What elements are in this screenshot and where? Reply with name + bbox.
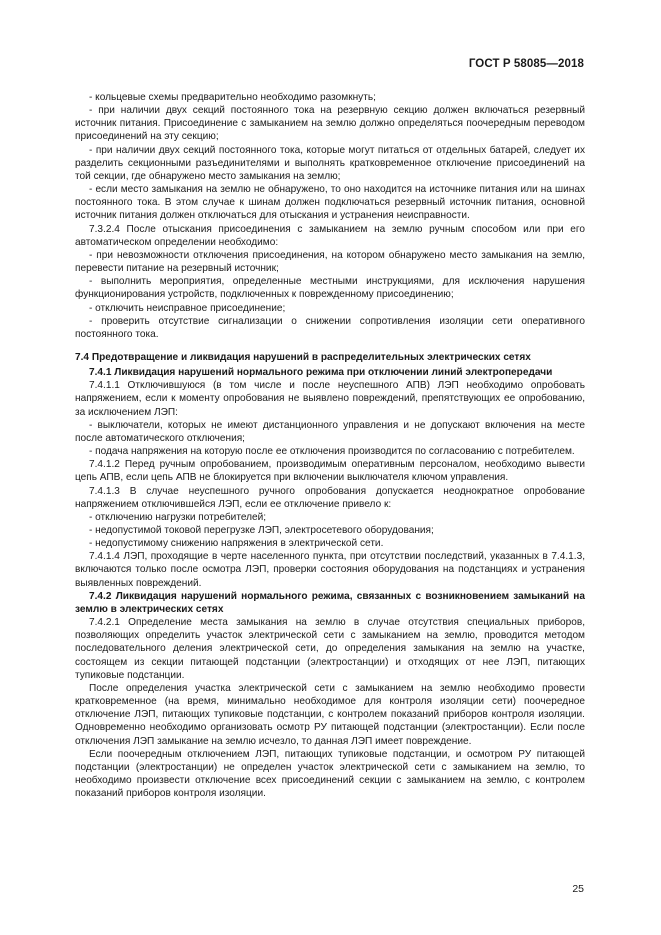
paragraph: 7.4.1.3 В случае неуспешного ручного опробования допускается неоднократное опробование напряжением отключившейся ЛЭП, если ее отключение привело к: xyxy=(75,485,585,510)
paragraph: - недопустимой токовой перегрузке ЛЭП, электросетевого оборудования; xyxy=(89,525,434,536)
page-number: 25 xyxy=(572,883,584,895)
paragraph: - выключатели, которых не имеют дистанционного управления и не допускают включения на месте после автоматического отключения; xyxy=(75,419,585,444)
paragraph: 7.4.1.4 ЛЭП, проходящие в черте населенного пункта, при отсутствии последствий, указанных в 7.4.1.3, включаются только после осмотра ЛЭП, проверки состояния оборудования на подстанциях и устранения выявленных повреждений. xyxy=(75,551,585,589)
paragraph: - при наличии двух секций постоянного тока, которые могут питаться от отдельных батарей, следует их разделить секционными разъединителями и выполнять кратковременное отключение присоединений на той секции, где обнаружено место замыкания на землю; xyxy=(75,144,585,182)
paragraph: - при невозможности отключения присоединения, на котором обнаружено место замыкания на землю, перевести питание на резервный источник; xyxy=(75,249,585,275)
paragraph: 7.4.2.1 Определение места замыкания на землю в случае отсутствия специальных приборов, позволяющих определить участок электрической сети с замыканием на землю, проводится методом последовательного деления электрической сети, до определения замыкания на землю на участке, состоящем из секции питающей подстанции (электростанции) и отходящих от нее ЛЭП, питающих тупиковые подстанции. xyxy=(75,617,585,681)
paragraph: 7.3.2.4 После отыскания присоединения с замыканием на землю ручным способом или при его автоматическом определении необходимо: xyxy=(75,223,585,248)
paragraph: - недопустимому снижению напряжения в электрической сети. xyxy=(89,538,384,550)
paragraph: Если поочередным отключением ЛЭП, питающих тупиковые подстанции, и осмотром РУ питающей подстанции (электростанции) не определен участок электрической сети с замыканием на землю, то необходимо произвести отключение всех присоединений секции с замыканием на землю, с контролем показаний приборов контроля изоляции. xyxy=(75,748,585,800)
section-heading: 7.4 Предотвращение и ликвидация нарушений в распределительных электрических сетях xyxy=(75,351,531,363)
paragraph: - выполнить мероприятия, определенные местными инструкциями, для исключения нарушения функционирования устройств, подключенных к поврежденному присоединению; xyxy=(75,276,585,301)
subsection-heading: 7.4.1 Ликвидация нарушений нормального режима при отключении линий электропередачи xyxy=(89,367,553,379)
paragraph: - при наличии двух секций постоянного тока на резервную секцию должен включаться резервный источник питания. Присоединение с замыканием на землю должно определяться поочередным переводом присоединений на эту секцию; xyxy=(75,105,585,143)
document-body xyxy=(75,91,585,800)
paragraph: После определения участка электрической сети с замыканием на землю необходимо провести кратковременное (на время, минимально необходимое для контроля изоляции сети) поочередное отключение ЛЭП, питающих тупиковые подстанции, с контролем показаний приборов контроля изоляции. Одновременно необходимо организовать осмотр РУ питающей подстанции (электростанции). Если после отключения ЛЭП замыкание на землю исчезло, то данная ЛЭП имеет повреждение. xyxy=(75,682,585,747)
paragraph: - отключить неисправное присоединение; xyxy=(89,302,286,314)
paragraph: 7.4.1.1 Отключившуюся (в том числе и после неуспешного АПВ) ЛЭП необходимо опробовать напряжением, если к моменту опробования не выявлено повреждений, препятствующих ее опробованию, за исключением ЛЭП: xyxy=(75,380,585,418)
document-header-standard: ГОСТ Р 58085—2018 xyxy=(468,58,584,70)
paragraph: - проверить отсутствие сигнализации о снижении сопротивления изоляции сети оперативного постоянного тока. xyxy=(75,315,585,340)
paragraph: 7.4.1.2 Перед ручным опробованием, производимым оперативным персоналом, необходимо вывести цепь АПВ, если цепь АПВ не блокируется при включении выключателя ключом управления. xyxy=(75,459,585,484)
paragraph: - отключению нагрузки потребителей; xyxy=(89,511,267,523)
subsection-heading: 7.4.2 Ликвидация нарушений нормального режима, связанных с возникновением замыканий на землю в электрических сетях xyxy=(75,590,585,615)
paragraph: - подача напряжения на которую после ее отключения производится по согласованию с потребителем. xyxy=(89,446,575,458)
paragraph: - кольцевые схемы предварительно необходимо разомкнуть; xyxy=(89,92,376,103)
paragraph: - если место замыкания на землю не обнаружено, то оно находится на источнике питания или на шинах постоянного тока. В этом случае к шинам должен подключаться резервный источник питания, основной источник питания должен отключаться для отыскания и устранения неисправности. xyxy=(75,184,585,222)
